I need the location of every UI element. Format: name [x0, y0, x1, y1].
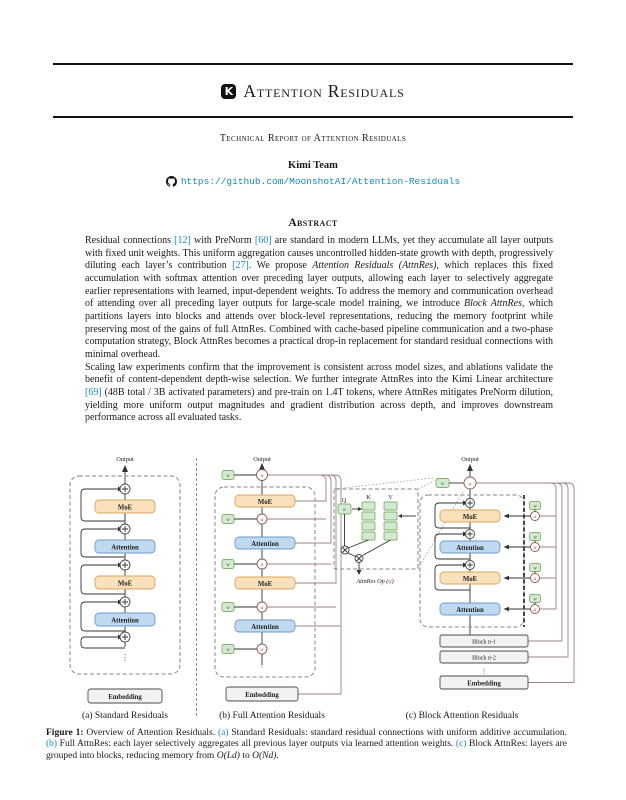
output-label: Output	[116, 456, 134, 463]
attention-label: Attention	[111, 544, 139, 552]
caption-a: (a) Standard Residuals	[81, 711, 168, 721]
abstract-body	[85, 235, 553, 425]
alpha-label: α	[260, 473, 264, 480]
vertical-dots: ⋮	[258, 661, 266, 669]
repo-link[interactable]: https://github.com/MoonshotAI/Attention-Residuals	[180, 176, 461, 187]
svg-text:α: α	[260, 562, 264, 569]
svg-text:α: α	[533, 514, 537, 521]
attention-label: Attention	[251, 624, 279, 631]
output-label: Output	[253, 456, 271, 463]
svg-text:w: w	[533, 566, 537, 572]
svg-text:α: α	[533, 576, 537, 583]
full-attnres-diagram	[200, 455, 344, 705]
figure-caption: Figure 1: Overview of Attention Residuals. (a) Standard Residuals: standard residual connections with uniform additive accumulation. (b) Full AttnRes: each layer selectively aggregates all previous layer outputs via learned attention weights. (c) Block AttnRes: layers are grouped into blocks, reducing memory from O(Ld) to O(Nd).	[46, 728, 567, 761]
block-n2-label: Block n-2	[472, 655, 496, 662]
attention-label: Attention	[456, 607, 484, 614]
svg-text:w: w	[226, 518, 230, 523]
title-row	[0, 81, 626, 102]
attention-label: Attention	[251, 541, 279, 548]
kimi-logo: K	[221, 84, 236, 99]
output-label: Output	[461, 456, 479, 463]
moe-label: MoE	[257, 499, 273, 506]
svg-text:w: w	[226, 606, 230, 611]
figure-1	[0, 455, 626, 725]
repo-row	[0, 176, 626, 187]
svg-text:w: w	[226, 563, 230, 568]
attention-label: Attention	[456, 545, 484, 552]
v-cells	[384, 502, 397, 540]
k-label: K	[366, 494, 371, 501]
svg-text:w: w	[533, 597, 537, 603]
panel-standard-residuals	[60, 455, 190, 721]
caption-c: (c) Block Attention Residuals	[405, 711, 519, 721]
paper-subtitle: Technical Report of Attention Residuals	[219, 133, 407, 144]
moe-label: MoE	[462, 514, 478, 521]
embedding-label: Embedding	[467, 680, 501, 688]
vertical-dots: ⋮	[480, 668, 488, 675]
svg-text:α: α	[533, 545, 537, 552]
svg-text:α: α	[533, 607, 537, 614]
w-label: w	[226, 474, 230, 479]
panel-full-attention-residuals	[200, 455, 344, 721]
q-label: Q	[341, 497, 347, 504]
arrow-up-icon	[467, 464, 473, 471]
block-n1-label: Block n-1	[472, 639, 496, 646]
page-title: Attention Residuals	[243, 81, 405, 101]
moe-label: MoE	[462, 576, 478, 583]
attnres-op-inset	[334, 489, 418, 585]
svg-text:w: w	[342, 508, 347, 513]
attention-label: Attention	[111, 617, 139, 625]
svg-text:w: w	[533, 504, 537, 510]
v-label: V	[388, 494, 393, 501]
caption-b: (b) Full Attention Residuals	[219, 711, 325, 721]
arrow-up-icon	[122, 465, 128, 472]
second-rule	[53, 116, 573, 118]
block-attnres-diagram	[332, 455, 592, 705]
standard-residuals-diagram	[60, 455, 190, 705]
github-icon	[166, 176, 177, 187]
author-line: Kimi Team	[288, 160, 338, 171]
top-rule	[53, 63, 573, 65]
moe-label: MoE	[117, 504, 133, 512]
svg-text:α: α	[260, 647, 264, 654]
attnres-junctions	[504, 502, 541, 614]
abstract-heading: Abstract	[288, 217, 338, 229]
w-label: w	[440, 482, 445, 487]
k-cells	[362, 502, 375, 540]
panel-block-attention-residuals	[332, 455, 592, 721]
svg-text:w: w	[533, 535, 537, 541]
arrow-up-icon	[259, 463, 265, 470]
svg-text:α: α	[260, 605, 264, 612]
panel-separator	[196, 458, 197, 716]
embedding-label: Embedding	[108, 694, 142, 701]
abstract-paragraph-2: Scaling law experiments confirm that the improvement is consistent across model sizes, and ablations validate the benefit of content-dependent depth-wise selection. We further integrate AttnRes into the Kimi Linear architecture [69] (48B total / 3B activated parameters) and pre-train on 1.4T tokens, where AttnRes mitigates PreNorm dilution, yielding more uniform output magnitudes and gradient distribution across depth, and improves downstream performance across all evaluated tasks.	[85, 361, 553, 424]
moe-label: MoE	[117, 580, 133, 588]
abstract-paragraph-1: Residual connections [12] with PreNorm [60] are standard in modern LLMs, yet they accumulate all layer outputs with fixed unit weights. This uniform aggregation causes uncontrolled hidden-state growth with depth, progressively diluting each layer’s contribution [27]. We propose Attention Residuals (AttnRes), which replaces this fixed accumulation with softmax attention over preceding layer outputs, allowing each layer to selectively aggregate earlier representations with learned, input-dependent weights. To address the memory and communication overhead of attending over all preceding layer outputs for large-scale model training, we introduce Block AttnRes, which partitions layers into blocks and attends over block-level representations, reducing the memory footprint while preserving most of the gains of full AttnRes. Combined with cache-based pipeline communication and a two-phase computation strategy, Block AttnRes becomes a practical drop-in replacement for standard residual connections with minimal overhead.	[85, 235, 554, 360]
svg-text:w: w	[226, 648, 230, 653]
svg-text:α: α	[260, 517, 264, 524]
vertical-dots: ⋮	[121, 653, 129, 662]
moe-label: MoE	[257, 581, 273, 588]
attnres-op-caption: AttnRes Op (α)	[356, 578, 394, 585]
alpha-label: α	[468, 481, 472, 488]
embedding-label: Embedding	[245, 692, 279, 699]
